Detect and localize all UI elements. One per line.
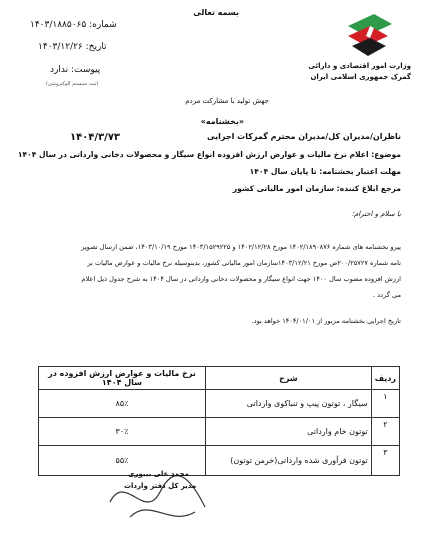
attachment-value: ندارد [50,65,69,75]
row-number: ۲ [371,418,399,446]
table-row [39,418,400,446]
date-label: تاریخ: [85,42,107,52]
row-description: توتون خام وارداتی [206,418,372,446]
attachment-row [50,65,100,75]
effective-date: تاریخ اجرایی بخشنامه مزبور از ۱۴۰۴/۰۱/۰۱ خواهد بود. [251,317,401,325]
row-description: توتون فرآوری شده وارداتی(خرمن توتون) [206,446,372,476]
addressees: ناظران/مدیران کل/مدیران محترم گمرکات اجرایی [207,132,401,141]
attachment-label: پیوست: [70,65,101,75]
slogan: جهش تولید با مشارکت مردم [185,97,269,105]
signatory-name: محمد علی بیبوری [128,470,189,478]
body-line-3: ارزش افزوده مصوب سال ۱۴۰۰ جهت انواع سیگار و محصولات دخانی وارداتی در سال ۱۴۰۴ به شرح جدول ذیل اعلام [81,275,401,283]
org-line1: وزارت امور اقتصادی و دارائی [308,62,411,70]
org-line2: گمرک جمهوری اسلامی ایران [310,73,411,81]
header-row-num: ردیف [371,367,399,390]
rates-table [38,366,400,476]
circular-date: ۱۴۰۴/۳/۷۳ [70,132,121,143]
row-rate: ۵۵٪ [39,446,206,476]
date-value: ۱۴۰۳/۱۲/۲۶ [38,42,83,52]
number-label: شماره: [89,20,117,30]
header-rate: نرخ مالیات و عوارض ارزش افزوده در سال ۱۴۰۴ [39,367,206,390]
system-note: (ثبت سیستم الوکتروشن) [46,81,99,87]
basmala: بسمه تعالی [193,8,239,17]
customs-logo-icon [340,12,400,60]
signatory-title: مدیر کل دفتر واردات [124,482,197,490]
body-line-1: پیرو بخشنامه های شماره ۱۴۰۲/۱۸۹۰۸۷۶ مورخ ۱۴۰۲/۱۲/۲۸ و ۱۴۰۳/۱۵۲۹۲۲۵ مورخ ۱۴۰۳/۱۰/۱۹، ضمن ارسال تصویر [81,243,401,251]
greeting: با سلام و احترام؛ [351,210,401,218]
row-number: ۳ [371,446,399,476]
number-row [30,20,117,30]
validity: مهلت اعتبار بخشنامه: تا پایان سال ۱۴۰۴ [249,167,401,176]
row-rate: ۳۰٪ [39,418,206,446]
table-header-row [39,367,400,390]
header-description: شرح [206,367,372,390]
table-row [39,390,400,418]
subject: موضوع: اعلام نرخ مالیات و عوارض ارزش افزوده انواع سیگار و محصولات دخانی وارداتی در سال ۱۴۰۴ [17,150,401,159]
row-rate: ۸۵٪ [39,390,206,418]
date-row [38,42,107,52]
authority: مرجع ابلاغ کننده: سازمان امور مالیاتی کشور [232,184,401,193]
body-line-4: می گردد . [373,291,401,299]
number-value: ۱۴۰۳/۱۸۸۵۰۶۵ [30,20,87,30]
circular-type: «بخشنامه» [200,117,244,126]
body-line-2: نامه شماره ۲۰۰/۲۵۷۲۷ص مورخ ۱۴۰۳/۱۲/۲۱سازمان امور مالیاتی کشور، بدینوسیله نرخ مالیات و عوارض مالیات بر [87,259,401,267]
row-number: ۱ [371,390,399,418]
row-description: سیگار ، توتون پیپ و تنباکوی وارداتی [206,390,372,418]
